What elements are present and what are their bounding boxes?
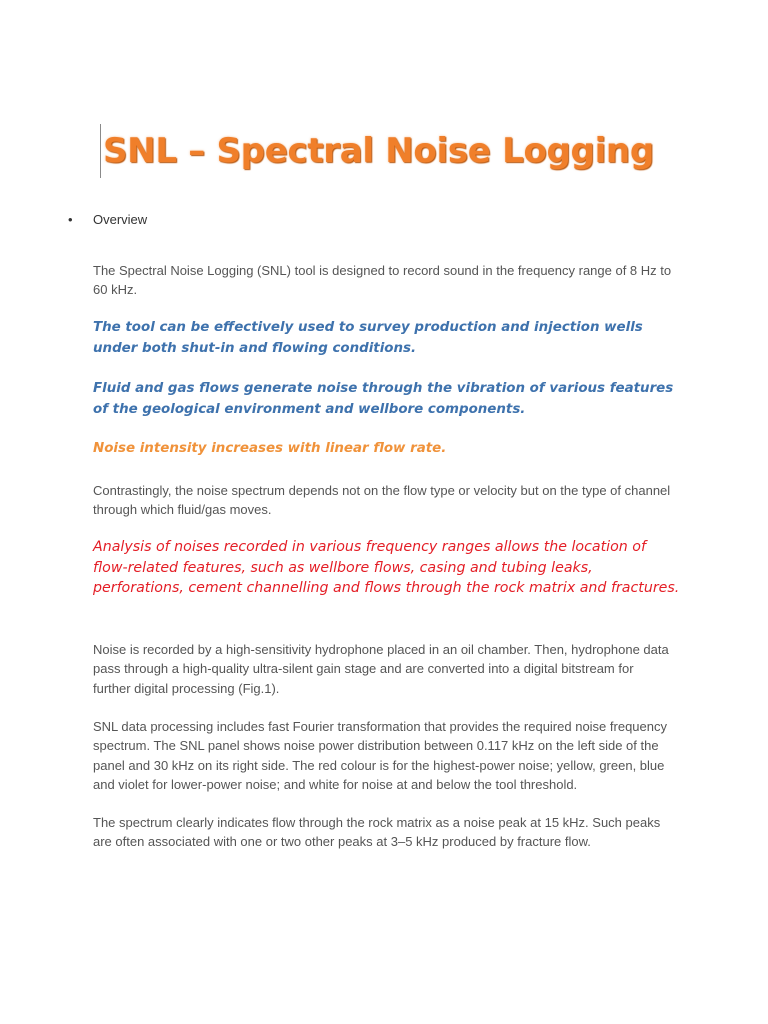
- paragraph-tool-description: The Spectral Noise Logging (SNL) tool is designed to record sound in the frequency range of 8 Hz to 60 kHz.: [93, 263, 672, 298]
- callout-fluid-gas-flows: Fluid and gas flows generate noise through the vibration of various features of the geological environment and wellbore components.: [93, 381, 674, 417]
- callout-survey-wells: The tool can be effectively used to survey production and injection wells under both shut-in and flowing conditions.: [93, 320, 643, 356]
- bullet-icon: •: [68, 212, 73, 227]
- callout-analysis-of-noises: Analysis of noises recorded in various frequency ranges allows the location of flow-related features, such as wellbore flows, casing and tubing leaks, perforations, cement channelling and flows through the rock matrix and fractures.: [93, 539, 680, 596]
- title-block: [100, 124, 654, 178]
- paragraph-hydrophone: Noise is recorded by a high-sensitivity hydrophone placed in an oil chamber. Then, hydrophone data pass through a high-quality ultra-silent gain stage and are converted into a digital bitstream for further digital processing (Fig.1).: [93, 642, 669, 696]
- paragraph-noise-spectrum: Contrastingly, the noise spectrum depends not on the flow type or velocity but on the type of channel through which fluid/gas moves.: [93, 483, 671, 518]
- page-title: SNL – Spectral Noise Logging: [103, 131, 654, 171]
- paragraph-spectrum-peaks: The spectrum clearly indicates flow through the rock matrix as a noise peak at 15 kHz. Such peaks are often associated with one or two other peaks at 3–5 kHz produced by fracture flow.: [93, 815, 661, 850]
- section-heading-overview: Overview: [93, 212, 148, 227]
- paragraph-snl-processing: SNL data processing includes fast Fourier transformation that provides the required noise frequency spectrum. The SNL panel shows noise power distribution between 0.117 kHz on the left side of the panel and 30 kHz on its right side. The red colour is for the highest-power noise; yellow, green, blue and violet for lower-power noise; and white for noise at and below the tool threshold.: [93, 719, 667, 792]
- callout-noise-intensity: Noise intensity increases with linear flow rate.: [93, 441, 447, 456]
